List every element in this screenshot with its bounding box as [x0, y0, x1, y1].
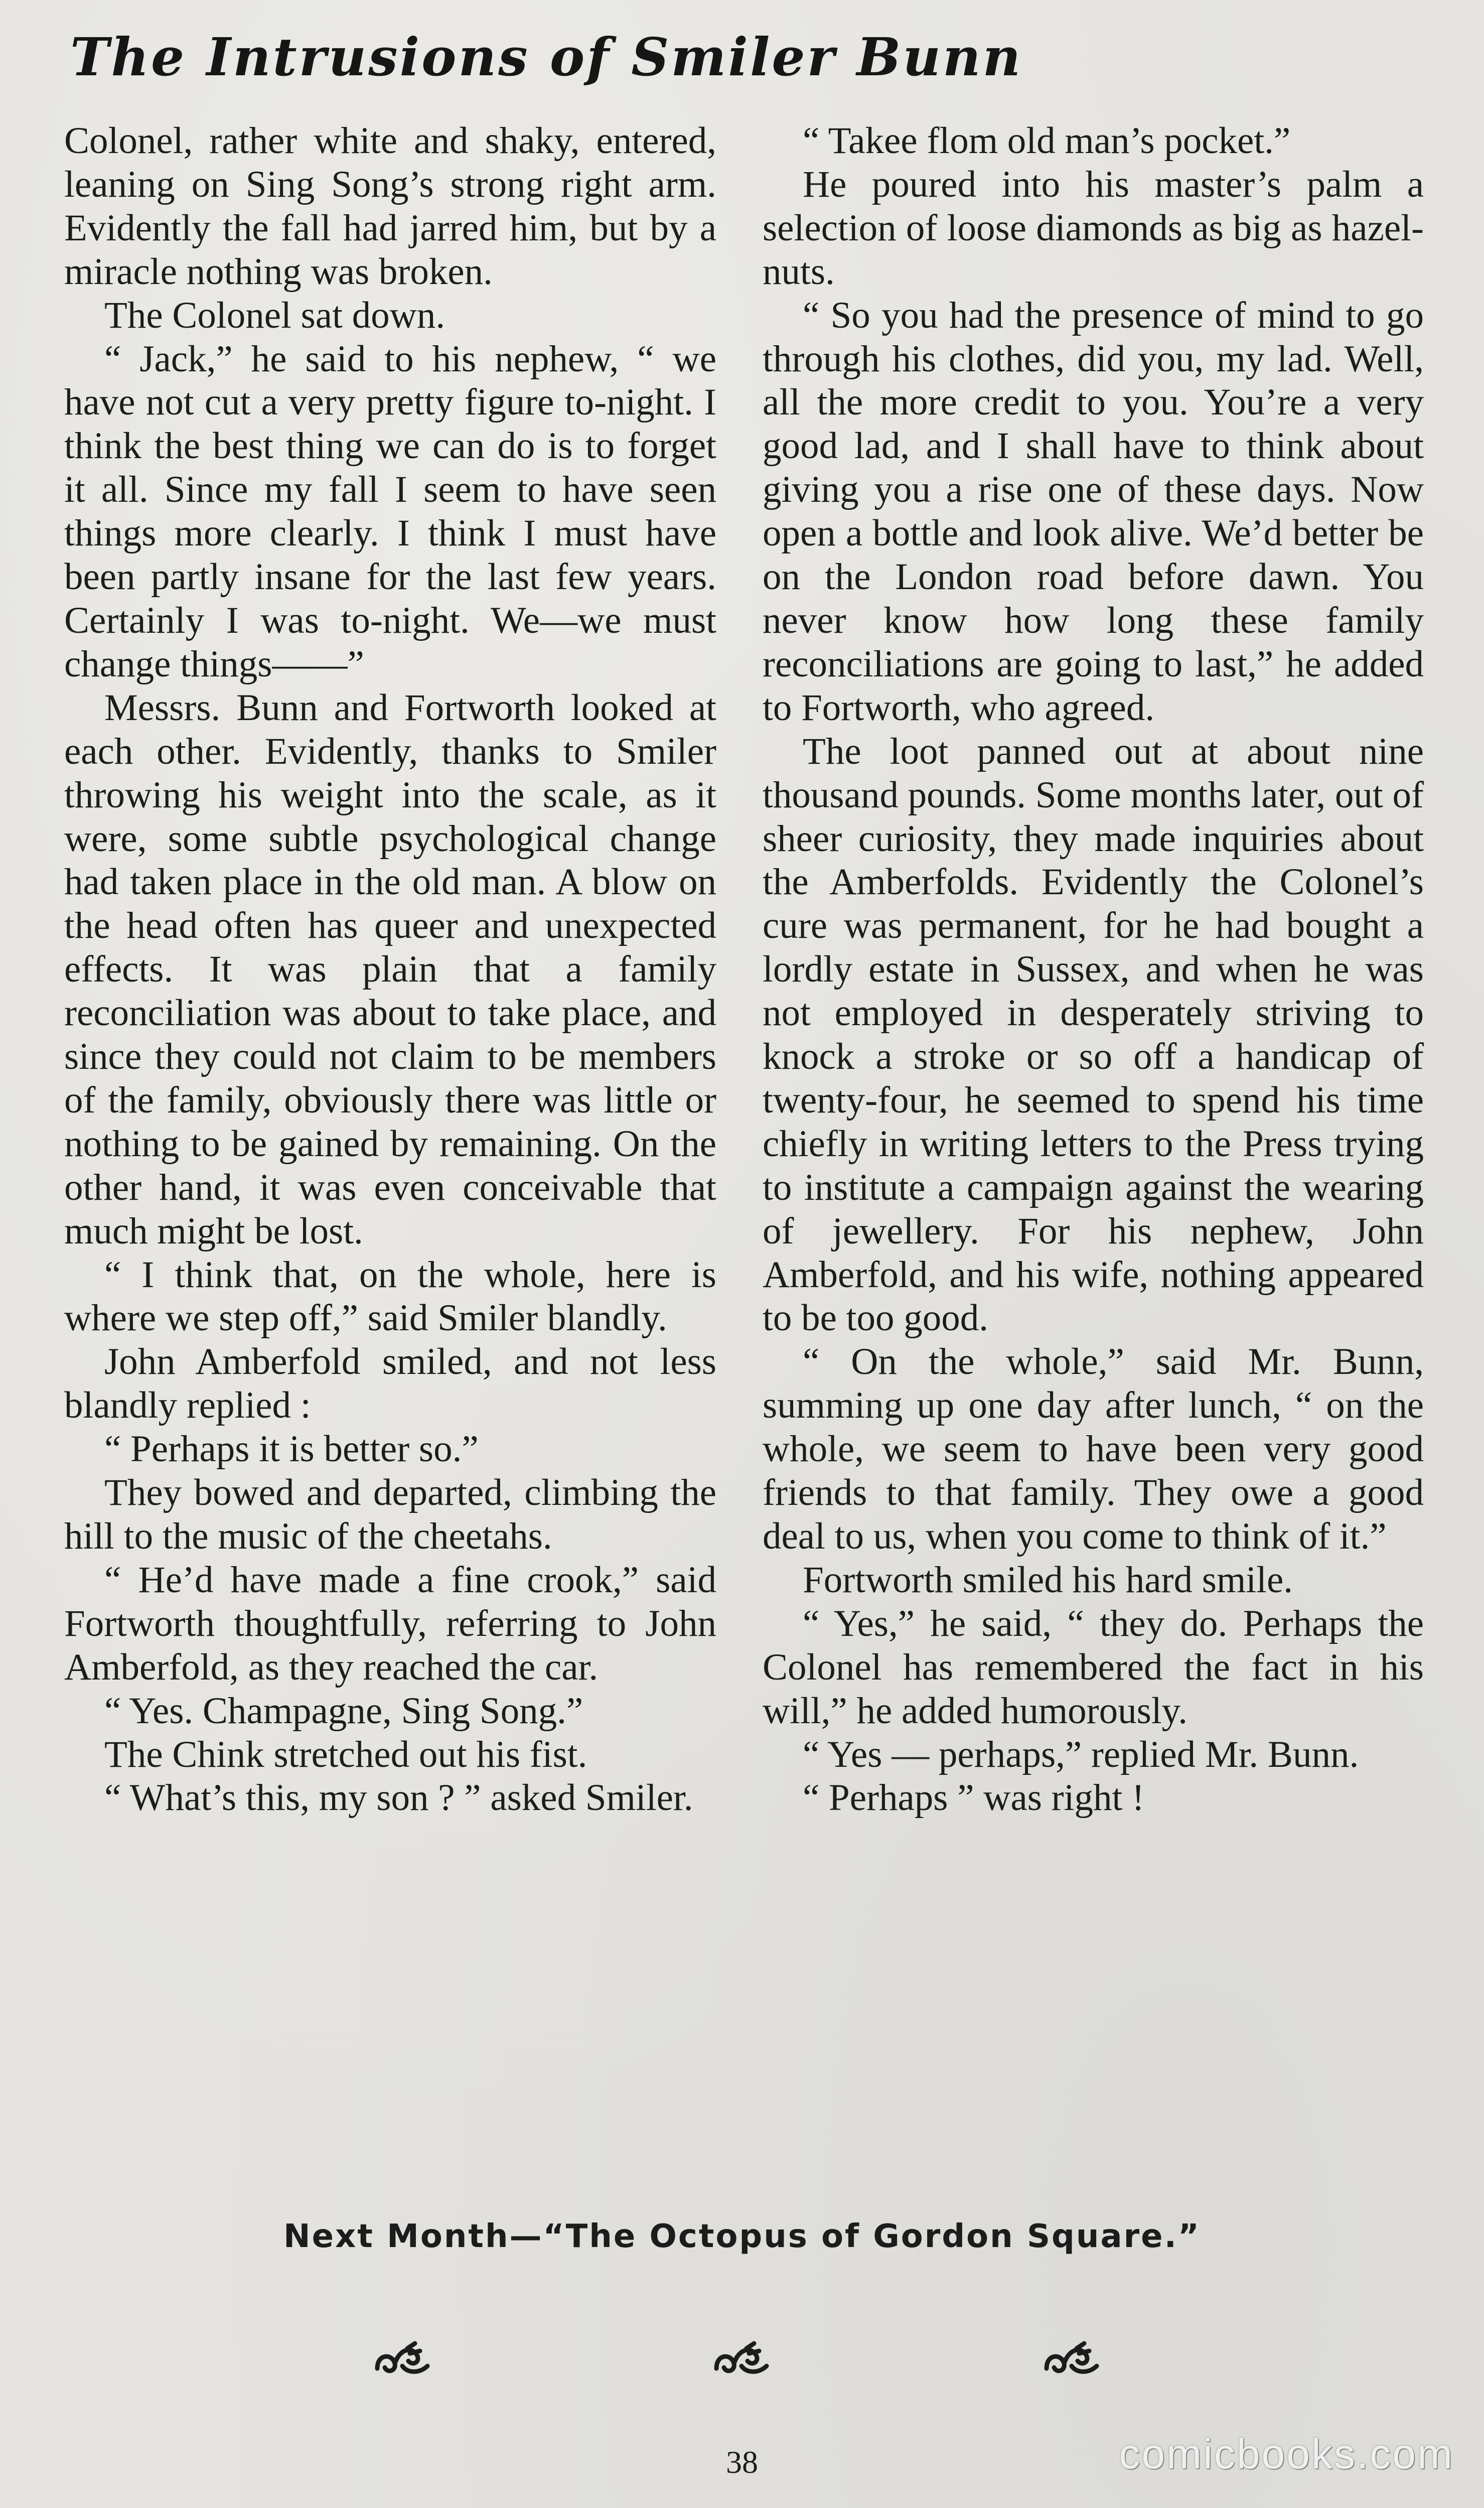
- left-text-column: [64, 119, 716, 1820]
- page-title: The Intrusions of Smiler Bunn: [70, 26, 1023, 88]
- paragraph: He poured into his master’s palm a selection of loose diamonds as big as hazel-nuts.: [763, 163, 1424, 293]
- page-number: 38: [726, 2444, 758, 2480]
- fleuron-ornament-icon: [372, 2338, 432, 2384]
- paragraph: Colonel, rather white and shaky, entered, leaning on Sing Song’s strong right arm. Evidently the fall had jarred him, but by a miracle nothing was broken.: [64, 120, 716, 293]
- right-text-column: [763, 119, 1424, 1820]
- paragraph: John Amberfold smiled, and not less blandly replied :: [64, 1341, 716, 1427]
- fleuron-ornament-icon: [1042, 2338, 1102, 2384]
- paragraph: “ Yes,” he said, “ they do. Perhaps the Colonel has remembered the fact in his will,” he added humorously.: [763, 1602, 1424, 1732]
- paragraph: “ On the whole,” said Mr. Bunn, summing up one day after lunch, “ on the whole, we seem to have been very good friends to that family. They owe a good deal to us, when you come to think of it.”: [763, 1341, 1424, 1557]
- paragraph: “ Yes — perhaps,” replied Mr. Bunn.: [803, 1733, 1359, 1775]
- paragraph: “ Perhaps it is better so.”: [104, 1428, 479, 1470]
- paragraph: “ Takee flom old man’s pocket.”: [803, 120, 1291, 162]
- paragraph: The Colonel sat down.: [104, 294, 446, 336]
- paragraph: The Chink stretched out his fist.: [104, 1733, 587, 1775]
- paragraph: Fortworth smiled his hard smile.: [803, 1559, 1293, 1601]
- next-month-notice: Next Month—“The Octopus of Gordon Square.”: [283, 2218, 1201, 2255]
- paragraph: “ Jack,” he said to his nephew, “ we have not cut a very pretty figure to-night. I think the best thing we can do is to forget it all. Since my fall I seem to have seen things more clearly. I think I must have been partly insane for the last few years. Certainly I was to-night. We—we must change things——”: [64, 338, 716, 685]
- paragraph: “ What’s this, my son ? ” asked Smiler.: [104, 1777, 693, 1819]
- paragraph: “ So you had the presence of mind to go through his clothes, did you, my lad. Well, all the more credit to you. You’re a very good lad, and I shall have to think about giving you a rise one of these days. Now open a bottle and look alive. We’d better be on the London road before dawn. You never know how long these family reconciliations are going to last,” he added to Fortworth, who agreed.: [763, 294, 1424, 729]
- fleuron-ornament-icon: [711, 2338, 772, 2384]
- watermark: comicbooks.com: [1119, 2430, 1454, 2477]
- paragraph: “ Yes. Champagne, Sing Song.”: [104, 1690, 583, 1732]
- paragraph: “ Perhaps ” was right !: [803, 1777, 1145, 1819]
- paragraph: “ He’d have made a fine crook,” said Fortworth thoughtfully, referring to John Amberfold, as they reached the car.: [64, 1559, 716, 1688]
- paragraph: The loot panned out at about nine thousand pounds. Some months later, out of sheer curiosity, they made inquiries about the Amberfolds. Evidently the Colonel’s cure was permanent, for he had bought a lordly estate in Sussex, and when he was not employed in desperately striving to knock a stroke or so off a handicap of twenty-four, he seemed to spend his time chiefly in writing letters to the Press trying to institute a campaign against the wearing of jewellery. For his nephew, John Amberfold, and his wife, nothing appeared to be too good.: [763, 730, 1424, 1339]
- paragraph: “ I think that, on the whole, here is where we step off,” said Smiler blandly.: [64, 1253, 716, 1339]
- paragraph: They bowed and departed, climbing the hill to the music of the cheetahs.: [64, 1472, 716, 1557]
- paragraph: Messrs. Bunn and Fortworth looked at each other. Evidently, thanks to Smiler throwing his weight into the scale, as it were, some subtle psychological change had taken place in the old man. A blow on the head often has queer and unexpected effects. It was plain that a family reconciliation was about to take place, and since they could not claim to be members of the family, obviously there was little or nothing to be gained by remaining. On the other hand, it was even conceivable that much might be lost.: [64, 686, 716, 1252]
